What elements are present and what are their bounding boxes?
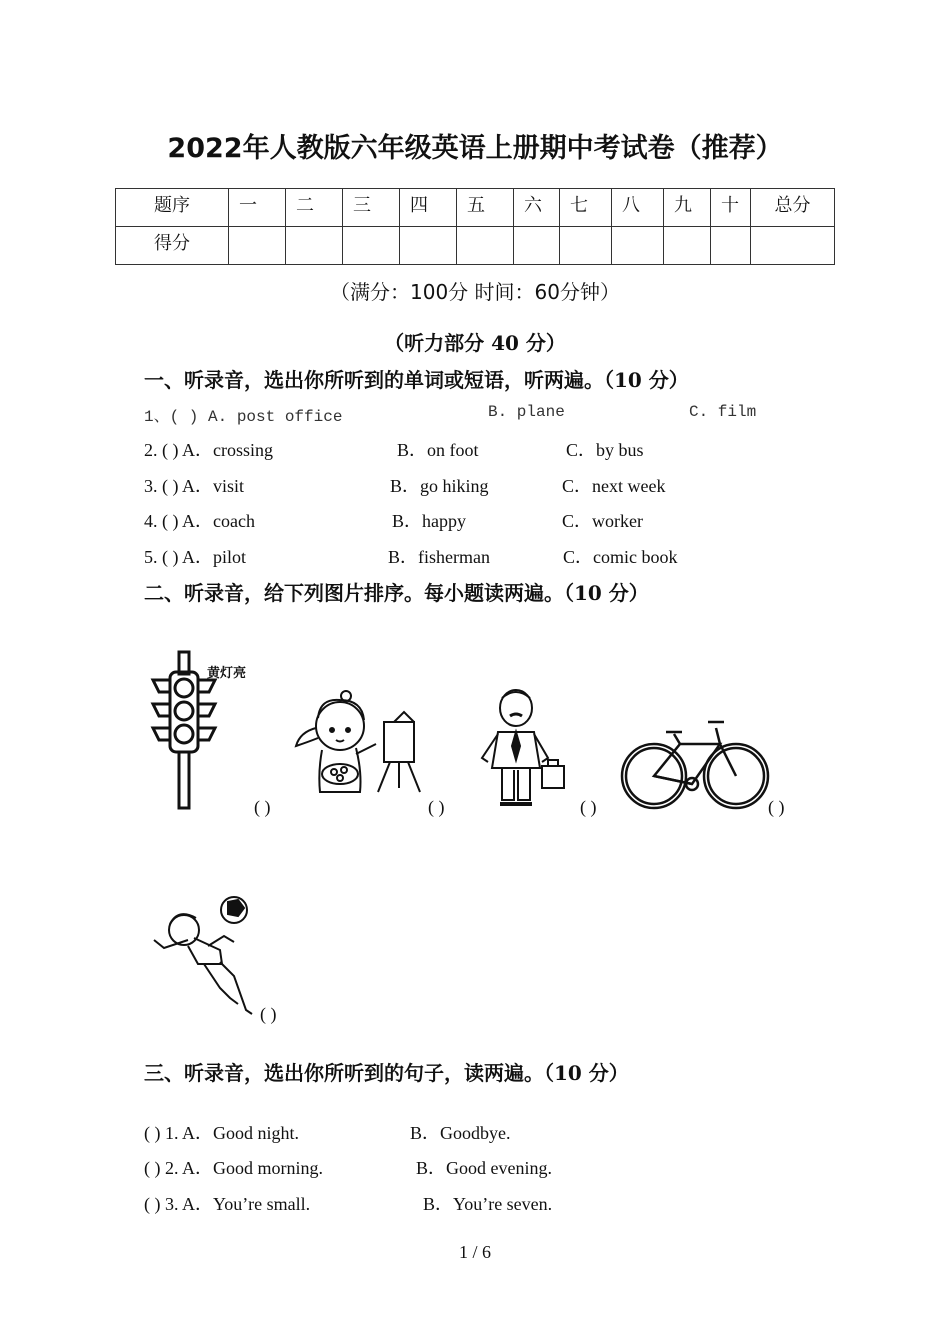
question-1-option-b: B. plane <box>488 403 565 421</box>
score-header-cell: 四 <box>400 189 457 227</box>
score-header-cell: 六 <box>514 189 560 227</box>
sentence-3-option-b: B．You’re seven. <box>423 1194 553 1214</box>
order-blank-5[interactable]: ( ) <box>260 1004 277 1024</box>
score-header-cell: 二 <box>286 189 343 227</box>
score-header-cell: 八 <box>612 189 664 227</box>
score-input-cell[interactable] <box>514 227 560 265</box>
question-4-option-c: C．worker <box>562 511 643 531</box>
order-blank-1[interactable]: ( ) <box>254 797 271 817</box>
score-header-cell: 九 <box>664 189 711 227</box>
score-input-cell[interactable] <box>664 227 711 265</box>
question-1-prefix: 1、( ) A. post office <box>144 408 343 426</box>
score-table-header-row <box>116 189 835 227</box>
score-table-score-row <box>116 227 835 265</box>
score-header-cell: 总分 <box>751 189 835 227</box>
page-title: 2022年人教版六年级英语上册期中考试卷（推荐） <box>167 133 783 164</box>
question-5-option-c: C．comic book <box>563 547 678 567</box>
score-input-cell[interactable] <box>286 227 343 265</box>
score-table <box>115 188 835 265</box>
score-header-cell: 十 <box>711 189 751 227</box>
sentence-3-prefix: ( ) 3. A．You’re small. <box>144 1194 311 1214</box>
question-5-option-b: B．fisherman <box>388 547 490 567</box>
sentence-2-option-b: B．Good evening. <box>416 1158 552 1178</box>
score-input-cell[interactable] <box>343 227 400 265</box>
score-input-cell[interactable] <box>229 227 286 265</box>
sentence-1-prefix: ( ) 1. A．Good night. <box>144 1123 299 1143</box>
section2-heading: 二、听录音，给下列图片排序。每小题读两遍。（10 分） <box>144 581 649 605</box>
listening-part-title: （听力部分 40 分） <box>384 331 566 355</box>
section1-heading: 一、听录音，选出你所听到的单词或短语，听两遍。（10 分） <box>144 368 689 392</box>
page-number: 1 / 6 <box>458 1242 491 1262</box>
sentence-1-option-b: B．Goodbye. <box>410 1123 511 1143</box>
section3-heading: 三、听录音，选出你所听到的句子，读两遍。（10 分） <box>144 1061 629 1085</box>
score-input-cell[interactable] <box>751 227 835 265</box>
score-input-cell[interactable] <box>560 227 612 265</box>
businessman-icon <box>472 686 572 808</box>
order-blank-4[interactable]: ( ) <box>768 797 785 817</box>
score-header-cell: 五 <box>457 189 514 227</box>
question-5-prefix: 5. ( ) A．pilot <box>144 547 246 567</box>
score-input-cell[interactable] <box>711 227 751 265</box>
score-header-cell: 七 <box>560 189 612 227</box>
order-blank-3[interactable]: ( ) <box>580 797 597 817</box>
question-3-prefix: 3. ( ) A．visit <box>144 476 245 496</box>
bicycle-icon <box>618 716 770 814</box>
question-2-option-c: C．by bus <box>566 440 644 460</box>
question-2-prefix: 2. ( ) A．crossing <box>144 440 273 460</box>
score-header-cell: 题序 <box>116 189 229 227</box>
order-blank-2[interactable]: ( ) <box>428 797 445 817</box>
sentence-2-prefix: ( ) 2. A．Good morning. <box>144 1158 323 1178</box>
question-2-option-b: B．on foot <box>397 440 479 460</box>
boy-kicking-ball-icon <box>148 894 258 1020</box>
girl-painting-icon <box>290 688 430 800</box>
question-1-option-c: C. film <box>689 403 757 421</box>
score-header-cell: 一 <box>229 189 286 227</box>
score-header-cell: 三 <box>343 189 400 227</box>
score-input-cell[interactable] <box>612 227 664 265</box>
question-4-option-b: B．happy <box>392 511 466 531</box>
traffic-light-label: 黄灯亮 <box>207 666 247 681</box>
question-3-option-b: B．go hiking <box>390 476 489 496</box>
score-row-label: 得分 <box>116 227 229 265</box>
traffic-light-icon <box>145 648 255 813</box>
score-input-cell[interactable] <box>457 227 514 265</box>
score-input-cell[interactable] <box>400 227 457 265</box>
question-3-option-c: C．next week <box>562 476 666 496</box>
exam-info: （满分：100分 时间：60分钟） <box>330 280 620 304</box>
question-4-prefix: 4. ( ) A．coach <box>144 511 255 531</box>
